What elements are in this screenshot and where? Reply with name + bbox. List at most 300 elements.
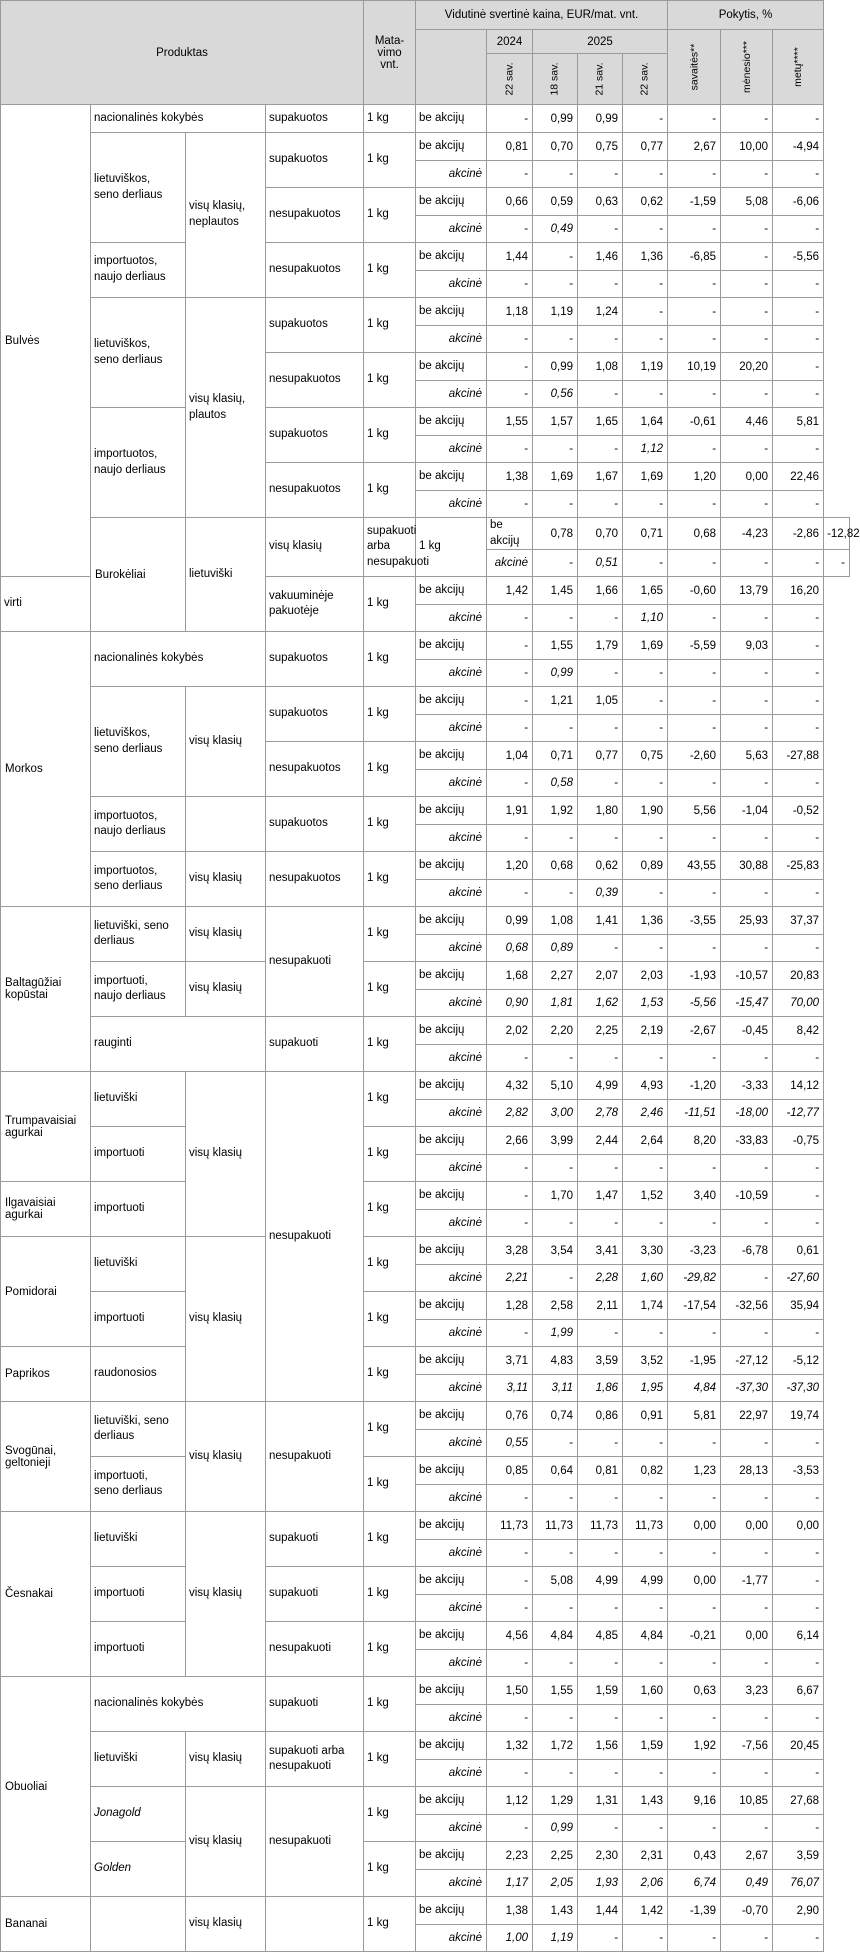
regular-type-label: be akcijų bbox=[416, 243, 487, 271]
change-monthly: - bbox=[721, 1210, 773, 1237]
promo-type-label: akcinė bbox=[416, 436, 487, 463]
change-monthly: - bbox=[721, 326, 773, 353]
regular-type-label: be akcijų bbox=[416, 1237, 487, 1265]
change-weekly: - bbox=[668, 1815, 721, 1842]
change-weekly: -6,85 bbox=[668, 243, 721, 271]
price-2025-w21: - bbox=[578, 216, 623, 243]
promo-type-label: akcinė bbox=[416, 1705, 487, 1732]
price-2024-w22: - bbox=[487, 1210, 533, 1237]
price-2025-w18: - bbox=[533, 1210, 578, 1237]
price-2025-w22: 0,77 bbox=[623, 133, 668, 161]
change-yearly: - bbox=[773, 1485, 824, 1512]
product-class: visų klasių bbox=[186, 907, 266, 962]
unit-cell: 1 kg bbox=[364, 1237, 416, 1292]
promo-type-label: akcinė bbox=[416, 271, 487, 298]
change-yearly: -6,06 bbox=[773, 188, 824, 216]
product-category: Obuoliai bbox=[1, 1677, 91, 1897]
price-2025-w22: 1,19 bbox=[623, 353, 668, 381]
change-weekly: - bbox=[668, 825, 721, 852]
promo-type-label: akcinė bbox=[416, 605, 487, 632]
regular-type-label: be akcijų bbox=[416, 1127, 487, 1155]
change-weekly: - bbox=[668, 660, 721, 687]
price-2025-w21: 1,59 bbox=[578, 1677, 623, 1705]
price-2024-w22: - bbox=[487, 105, 533, 133]
price-2024-w22: - bbox=[487, 1045, 533, 1072]
price-2025-w21: 3,59 bbox=[578, 1347, 623, 1375]
change-weekly: -1,93 bbox=[668, 962, 721, 990]
price-2025-w21: - bbox=[578, 271, 623, 298]
header-week-22-2024-text: 22 sav. bbox=[503, 62, 516, 96]
price-2024-w22: - bbox=[487, 353, 533, 381]
unit-cell: 1 kg bbox=[364, 1292, 416, 1347]
product-origin: lietuviški bbox=[186, 518, 266, 632]
price-2024-w22: - bbox=[487, 1540, 533, 1567]
unit-cell: 1 kg bbox=[364, 1842, 416, 1897]
price-2025-w22: - bbox=[623, 1760, 668, 1787]
price-2025-w21: - bbox=[578, 491, 623, 518]
promo-type-label: akcinė bbox=[416, 1595, 487, 1622]
price-2024-w22: 1,44 bbox=[487, 243, 533, 271]
header-week-22-text: 22 sav. bbox=[639, 62, 652, 96]
unit-cell: 1 kg bbox=[364, 298, 416, 353]
price-2025-w18: 0,51 bbox=[578, 550, 623, 577]
price-2025-w22: 1,90 bbox=[623, 797, 668, 825]
price-2024-w22: 1,04 bbox=[487, 742, 533, 770]
change-monthly: - bbox=[721, 491, 773, 518]
change-weekly: -11,51 bbox=[668, 1100, 721, 1127]
header-year-2024: 2024 bbox=[487, 30, 533, 54]
change-yearly: -12,82 bbox=[824, 518, 850, 550]
product-packaging: nesupakuotos bbox=[266, 852, 364, 907]
price-2024-w22: 0,99 bbox=[487, 907, 533, 935]
product-origin: lietuviškos, seno derliaus bbox=[91, 687, 186, 797]
change-weekly: - bbox=[668, 880, 721, 907]
price-2025-w21: 0,77 bbox=[578, 742, 623, 770]
product-class: virti bbox=[1, 577, 91, 632]
table-row bbox=[1, 962, 850, 990]
price-2025-w18: 0,99 bbox=[533, 105, 578, 133]
product-class: visų klasių bbox=[186, 852, 266, 907]
price-2025-w18: - bbox=[533, 326, 578, 353]
header-unit-text: Mata- vimo vnt. bbox=[374, 34, 405, 71]
price-2024-w22: - bbox=[487, 687, 533, 715]
price-2025-w21: - bbox=[578, 1430, 623, 1457]
price-2025-w22: - bbox=[623, 491, 668, 518]
price-2025-w22: 0,89 bbox=[623, 852, 668, 880]
price-2025-w18: - bbox=[533, 1705, 578, 1732]
header-monthly-text: mėnesio*** bbox=[741, 41, 754, 93]
promo-type-label: akcinė bbox=[416, 770, 487, 797]
table-row bbox=[1, 1237, 850, 1265]
unit-cell: 1 kg bbox=[364, 1897, 416, 1952]
change-weekly: 3,40 bbox=[668, 1182, 721, 1210]
change-monthly: - bbox=[721, 1650, 773, 1677]
price-2024-w22: 1,32 bbox=[487, 1732, 533, 1760]
change-monthly: -32,56 bbox=[721, 1292, 773, 1320]
header-week-21 bbox=[578, 54, 623, 105]
regular-type-label: be akcijų bbox=[416, 408, 487, 436]
change-yearly: 6,14 bbox=[773, 1622, 824, 1650]
change-monthly: 13,79 bbox=[721, 577, 773, 605]
table-row bbox=[1, 1017, 850, 1045]
price-2025-w18: - bbox=[533, 1485, 578, 1512]
table-row bbox=[1, 1402, 850, 1430]
change-yearly: 5,81 bbox=[773, 408, 824, 436]
price-2025-w22: 2,31 bbox=[623, 1842, 668, 1870]
change-monthly: 28,13 bbox=[721, 1457, 773, 1485]
price-2025-w18: 0,70 bbox=[533, 133, 578, 161]
table-row bbox=[1, 1842, 850, 1870]
change-yearly: - bbox=[773, 935, 824, 962]
product-category: Bulvės bbox=[1, 105, 91, 577]
table-row bbox=[1, 1787, 850, 1815]
price-2025-w18: 2,05 bbox=[533, 1870, 578, 1897]
change-yearly: - bbox=[773, 1650, 824, 1677]
unit-cell: 1 kg bbox=[364, 243, 416, 298]
change-yearly: - bbox=[773, 381, 824, 408]
price-2025-w18: 1,19 bbox=[533, 298, 578, 326]
table-row bbox=[1, 1677, 850, 1705]
product-packaging: nesupakuoti bbox=[266, 907, 364, 1017]
regular-type-label: be akcijų bbox=[416, 962, 487, 990]
price-2025-w18: - bbox=[533, 491, 578, 518]
regular-type-label: be akcijų bbox=[416, 797, 487, 825]
price-2025-w18: 3,99 bbox=[533, 1127, 578, 1155]
product-origin: lietuviški bbox=[91, 1512, 186, 1567]
product-packaging: supakuoti bbox=[266, 1512, 364, 1567]
product-origin: importuoti bbox=[91, 1292, 186, 1347]
price-2024-w22: - bbox=[487, 1815, 533, 1842]
price-2024-w22: 0,68 bbox=[487, 935, 533, 962]
change-weekly: - bbox=[668, 1430, 721, 1457]
change-yearly: - bbox=[773, 1045, 824, 1072]
change-monthly: -10,57 bbox=[721, 962, 773, 990]
product-origin: importuoti bbox=[91, 1622, 186, 1677]
regular-type-label: be akcijų bbox=[416, 1512, 487, 1540]
table-row bbox=[1, 1567, 850, 1595]
product-packaging bbox=[266, 1897, 364, 1952]
change-weekly: - bbox=[668, 935, 721, 962]
product-category: Bananai bbox=[1, 1897, 91, 1952]
change-monthly: -37,30 bbox=[721, 1375, 773, 1402]
header-monthly bbox=[721, 30, 773, 105]
change-monthly: -0,70 bbox=[721, 1897, 773, 1925]
product-category: Ilgavaisiai agurkai bbox=[1, 1182, 91, 1237]
change-yearly: - bbox=[773, 436, 824, 463]
price-2025-w21: - bbox=[578, 1540, 623, 1567]
price-2025-w22: 1,74 bbox=[623, 1292, 668, 1320]
regular-type-label: be akcijų bbox=[416, 188, 487, 216]
change-weekly: - bbox=[668, 1760, 721, 1787]
change-yearly: - bbox=[773, 1430, 824, 1457]
change-yearly: - bbox=[773, 1540, 824, 1567]
table-body bbox=[1, 105, 860, 1952]
unit-cell: 1 kg bbox=[364, 1677, 416, 1732]
price-2025-w21: 1,80 bbox=[578, 797, 623, 825]
price-2024-w22: - bbox=[487, 1650, 533, 1677]
change-yearly: - bbox=[773, 880, 824, 907]
price-2025-w22: - bbox=[623, 381, 668, 408]
product-class: visų klasių bbox=[186, 1237, 266, 1402]
price-2025-w18: 0,89 bbox=[533, 935, 578, 962]
price-2025-w22: 2,46 bbox=[623, 1100, 668, 1127]
price-2025-w22: - bbox=[623, 161, 668, 188]
unit-cell: 1 kg bbox=[364, 188, 416, 243]
product-origin: nacionalinės kokybės bbox=[91, 1677, 266, 1732]
change-weekly: 0,00 bbox=[668, 1512, 721, 1540]
price-2025-w22: - bbox=[623, 687, 668, 715]
price-2025-w21: 4,99 bbox=[578, 1072, 623, 1100]
change-monthly: 25,93 bbox=[721, 907, 773, 935]
table-row bbox=[1, 1512, 850, 1540]
change-yearly: - bbox=[773, 632, 824, 660]
change-weekly: - bbox=[668, 770, 721, 797]
table-row bbox=[1, 632, 850, 660]
promo-type-label: akcinė bbox=[416, 1430, 487, 1457]
change-weekly: - bbox=[668, 1320, 721, 1347]
price-2025-w22: 1,43 bbox=[623, 1787, 668, 1815]
change-weekly: -3,55 bbox=[668, 907, 721, 935]
change-yearly: -37,30 bbox=[773, 1375, 824, 1402]
price-2024-w22: - bbox=[487, 770, 533, 797]
price-2024-w22: 0,90 bbox=[487, 990, 533, 1017]
promo-type-label: akcinė bbox=[416, 216, 487, 243]
price-2024-w22: 2,66 bbox=[487, 1127, 533, 1155]
change-monthly: - bbox=[721, 1595, 773, 1622]
header-week-22-2024 bbox=[487, 54, 533, 105]
regular-type-label: be akcijų bbox=[416, 1677, 487, 1705]
change-weekly: 9,16 bbox=[668, 1787, 721, 1815]
change-yearly: - bbox=[773, 687, 824, 715]
price-2025-w21: - bbox=[623, 550, 668, 577]
change-weekly: 4,84 bbox=[668, 1375, 721, 1402]
unit-cell: 1 kg bbox=[364, 1512, 416, 1567]
table-row bbox=[1, 243, 850, 271]
price-2025-w22: 1,53 bbox=[623, 990, 668, 1017]
unit-cell: 1 kg bbox=[364, 962, 416, 1017]
change-monthly: 2,67 bbox=[721, 1842, 773, 1870]
header-week-18 bbox=[533, 54, 578, 105]
change-monthly: - bbox=[721, 161, 773, 188]
change-yearly: 16,20 bbox=[773, 577, 824, 605]
product-packaging: nesupakuotos bbox=[266, 243, 364, 298]
promo-type-label: akcinė bbox=[416, 660, 487, 687]
price-2025-w18: - bbox=[533, 1760, 578, 1787]
price-2025-w18: - bbox=[533, 715, 578, 742]
header-unit bbox=[364, 1, 416, 105]
price-2025-w21: 4,85 bbox=[578, 1622, 623, 1650]
price-2025-w18: 0,68 bbox=[533, 852, 578, 880]
price-2025-w21: 1,41 bbox=[578, 907, 623, 935]
price-2025-w18: - bbox=[533, 825, 578, 852]
product-category: Paprikos bbox=[1, 1347, 91, 1402]
promo-type-label: akcinė bbox=[416, 1265, 487, 1292]
change-yearly: - bbox=[773, 825, 824, 852]
price-2024-w22: 2,82 bbox=[487, 1100, 533, 1127]
product-packaging: supakuoti bbox=[266, 1567, 364, 1622]
price-2024-w22: 2,21 bbox=[487, 1265, 533, 1292]
product-category: Trumpavaisiai agurkai bbox=[1, 1072, 91, 1182]
change-monthly: 30,88 bbox=[721, 852, 773, 880]
product-class: visų klasių bbox=[186, 1787, 266, 1897]
unit-cell: 1 kg bbox=[364, 1567, 416, 1622]
price-2025-w18: 1,69 bbox=[533, 463, 578, 491]
price-2024-w22: - bbox=[487, 161, 533, 188]
product-origin bbox=[91, 1897, 186, 1952]
product-origin: Jonagold bbox=[91, 1787, 186, 1842]
change-weekly: 10,19 bbox=[668, 353, 721, 381]
change-weekly: -1,59 bbox=[668, 188, 721, 216]
change-monthly: 20,20 bbox=[721, 353, 773, 381]
change-yearly: -27,60 bbox=[773, 1265, 824, 1292]
unit-cell: 1 kg bbox=[364, 632, 416, 687]
product-origin: importuoti bbox=[91, 1567, 186, 1622]
price-2024-w22: - bbox=[487, 1155, 533, 1182]
price-2024-w22: - bbox=[487, 1182, 533, 1210]
regular-type-label: be akcijų bbox=[416, 463, 487, 491]
price-2024-w22: 0,55 bbox=[487, 1430, 533, 1457]
price-2025-w18: 4,84 bbox=[533, 1622, 578, 1650]
price-2025-w18: - bbox=[533, 436, 578, 463]
product-class: visų klasių bbox=[186, 687, 266, 797]
header-weekly-text: savaitės** bbox=[688, 43, 701, 91]
change-monthly: -27,12 bbox=[721, 1347, 773, 1375]
change-monthly: 9,03 bbox=[721, 632, 773, 660]
change-yearly: 19,74 bbox=[773, 1402, 824, 1430]
product-origin: nacionalinės kokybės bbox=[91, 632, 266, 687]
price-2024-w22: - bbox=[487, 632, 533, 660]
price-2025-w22: 2,19 bbox=[623, 1017, 668, 1045]
change-monthly: - bbox=[721, 1265, 773, 1292]
price-2024-w22: - bbox=[487, 880, 533, 907]
price-2024-w22: 1,42 bbox=[487, 577, 533, 605]
table-row bbox=[1, 133, 850, 161]
change-weekly: 5,81 bbox=[668, 1402, 721, 1430]
price-2025-w22: 1,59 bbox=[623, 1732, 668, 1760]
change-monthly: - bbox=[721, 1925, 773, 1952]
change-weekly: -5,56 bbox=[668, 990, 721, 1017]
promo-type-label: akcinė bbox=[416, 1100, 487, 1127]
table-row bbox=[1, 1732, 850, 1760]
change-weekly: - bbox=[668, 1485, 721, 1512]
price-2024-w22: 0,78 bbox=[533, 518, 578, 550]
change-yearly: - bbox=[773, 271, 824, 298]
change-yearly: - bbox=[773, 660, 824, 687]
price-2025-w22: - bbox=[623, 1540, 668, 1567]
price-2025-w18: 2,27 bbox=[533, 962, 578, 990]
price-2024-w22: 1,38 bbox=[487, 463, 533, 491]
change-monthly: -3,33 bbox=[721, 1072, 773, 1100]
product-origin: importuoti bbox=[91, 1182, 186, 1237]
promo-type-label: akcinė bbox=[416, 1540, 487, 1567]
change-yearly: - bbox=[773, 1815, 824, 1842]
unit-cell: 1 kg bbox=[364, 463, 416, 518]
table-row bbox=[1, 1182, 850, 1210]
price-2024-w22: - bbox=[487, 1567, 533, 1595]
price-2025-w22: - bbox=[623, 825, 668, 852]
change-monthly: - bbox=[721, 1705, 773, 1732]
price-2025-w22: 4,84 bbox=[623, 1622, 668, 1650]
price-2025-w21: - bbox=[578, 1815, 623, 1842]
change-monthly: -15,47 bbox=[721, 990, 773, 1017]
product-category: Burokėliai bbox=[91, 518, 186, 632]
product-category: Svogūnai, geltonieji bbox=[1, 1402, 91, 1512]
price-2025-w21: 2,11 bbox=[578, 1292, 623, 1320]
price-2025-w18: 0,58 bbox=[533, 770, 578, 797]
change-yearly: 8,42 bbox=[773, 1017, 824, 1045]
price-2025-w21: 1,56 bbox=[578, 1732, 623, 1760]
price-2025-w22: 2,64 bbox=[623, 1127, 668, 1155]
price-2025-w21: - bbox=[578, 935, 623, 962]
price-2025-w18: 1,57 bbox=[533, 408, 578, 436]
change-monthly: - bbox=[721, 687, 773, 715]
change-weekly: 1,23 bbox=[668, 1457, 721, 1485]
change-monthly: - bbox=[721, 1485, 773, 1512]
price-2025-w22: - bbox=[623, 1485, 668, 1512]
header-week-22 bbox=[623, 54, 668, 105]
price-2025-w22: - bbox=[623, 216, 668, 243]
regular-type-label: be akcijų bbox=[416, 1457, 487, 1485]
change-monthly: -18,00 bbox=[721, 1100, 773, 1127]
product-origin: importuotos, naujo derliaus bbox=[91, 408, 186, 518]
change-yearly: 2,90 bbox=[773, 1897, 824, 1925]
price-2025-w21: 1,62 bbox=[578, 990, 623, 1017]
price-2025-w18: 1,08 bbox=[533, 907, 578, 935]
table-row bbox=[1, 298, 850, 326]
promo-type-label: akcinė bbox=[416, 1375, 487, 1402]
product-origin: rauginti bbox=[91, 1017, 266, 1072]
price-2025-w21: 1,93 bbox=[578, 1870, 623, 1897]
regular-type-label: be akcijų bbox=[416, 907, 487, 935]
price-2025-w18: 1,21 bbox=[533, 687, 578, 715]
change-yearly: -3,53 bbox=[773, 1457, 824, 1485]
change-weekly: - bbox=[668, 1925, 721, 1952]
price-2025-w18: 2,58 bbox=[533, 1292, 578, 1320]
price-2024-w22: 3,28 bbox=[487, 1237, 533, 1265]
price-2025-w22: 0,68 bbox=[668, 518, 721, 550]
change-weekly: 8,20 bbox=[668, 1127, 721, 1155]
price-2025-w18: 1,19 bbox=[533, 1925, 578, 1952]
price-2025-w22: 1,10 bbox=[623, 605, 668, 632]
promo-type-label: akcinė bbox=[416, 1815, 487, 1842]
change-monthly: - bbox=[721, 770, 773, 797]
price-2024-w22: 4,32 bbox=[487, 1072, 533, 1100]
unit-cell: 1 kg bbox=[416, 518, 487, 577]
change-monthly: -2,86 bbox=[773, 518, 824, 550]
change-monthly: - bbox=[721, 605, 773, 632]
change-monthly: -1,77 bbox=[721, 1567, 773, 1595]
unit-cell: 1 kg bbox=[364, 1732, 416, 1787]
product-packaging: supakuoti arba nesupakuoti bbox=[266, 1732, 364, 1787]
change-yearly: - bbox=[773, 298, 824, 326]
change-weekly: -5,59 bbox=[668, 632, 721, 660]
regular-type-label: be akcijų bbox=[416, 1182, 487, 1210]
price-2025-w18: 1,81 bbox=[533, 990, 578, 1017]
promo-type-label: akcinė bbox=[416, 935, 487, 962]
price-2024-w22: 1,55 bbox=[487, 408, 533, 436]
price-2025-w22: - bbox=[623, 326, 668, 353]
change-yearly: 3,59 bbox=[773, 1842, 824, 1870]
price-2024-w22: 1,68 bbox=[487, 962, 533, 990]
product-class: visų klasių, plautos bbox=[186, 298, 266, 518]
price-2025-w22: - bbox=[623, 1595, 668, 1622]
price-2024-w22: - bbox=[533, 550, 578, 577]
price-2025-w18: 1,43 bbox=[533, 1897, 578, 1925]
price-2025-w18: 1,99 bbox=[533, 1320, 578, 1347]
regular-type-label: be akcijų bbox=[416, 1402, 487, 1430]
product-packaging: supakuotos bbox=[266, 687, 364, 742]
table-row bbox=[1, 408, 850, 436]
